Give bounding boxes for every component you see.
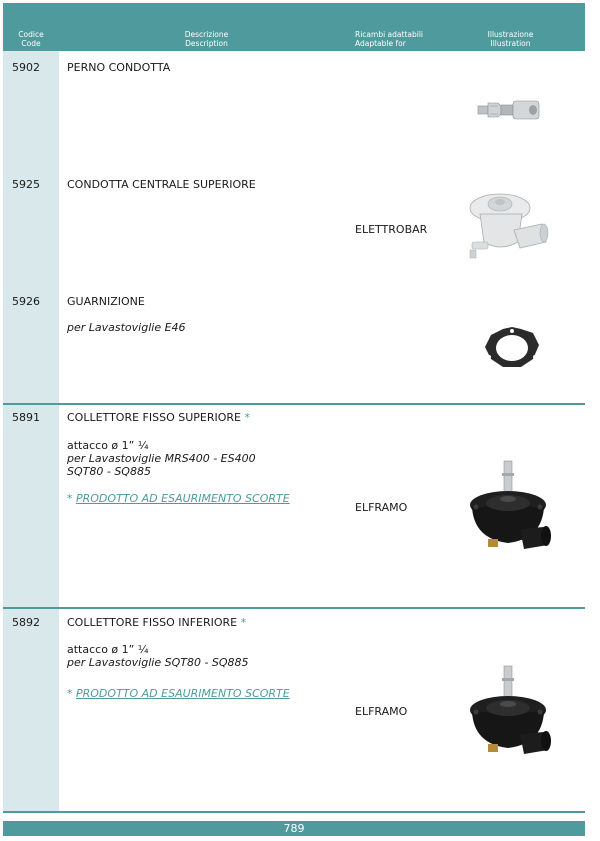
stock-note <box>67 492 290 505</box>
item-description <box>67 439 256 478</box>
item-code: 5926 <box>12 295 40 308</box>
header-description <box>59 30 354 48</box>
header-desc-en: Description <box>185 39 228 48</box>
compatibility-line: per Lavastoviglie SQT80 - SQ885 <box>67 656 249 669</box>
header-code-en: Code <box>21 39 41 48</box>
fixed-manifold-icon <box>466 664 554 762</box>
item-code: 5925 <box>12 178 40 191</box>
header-ill-en: Illustration <box>490 39 531 48</box>
page-footer <box>3 821 585 836</box>
item-title-text: COLLETTORE FISSO INFERIORE <box>67 616 238 629</box>
header-fit-it: Ricambi adattabili <box>355 30 423 39</box>
compatibility-line: per Lavastoviglie E46 <box>67 321 186 334</box>
row-separator <box>3 607 585 609</box>
item-description <box>67 321 186 334</box>
note-star: * <box>67 492 73 505</box>
item-title: GUARNIZIONE <box>67 295 145 308</box>
title-star: * <box>244 411 250 424</box>
note-link[interactable]: PRODOTTO AD ESAURIMENTO SCORTE <box>76 492 290 505</box>
item-code: 5892 <box>12 616 40 629</box>
item-title: PERNO CONDOTTA <box>67 61 171 74</box>
header-fit-en: Adaptable for <box>355 39 406 48</box>
adaptable-brand: ELETTROBAR <box>355 223 428 236</box>
table-header <box>3 26 585 51</box>
fixed-manifold-icon <box>466 459 554 557</box>
header-illustration <box>443 30 578 48</box>
compatibility-line: SQT80 - SQ885 <box>67 465 151 478</box>
item-title-text: COLLETTORE FISSO SUPERIORE <box>67 411 241 424</box>
item-title <box>67 616 246 629</box>
page-number: 789 <box>283 822 305 835</box>
code-column <box>3 51 59 812</box>
title-star: * <box>240 616 247 629</box>
row-separator <box>3 403 585 405</box>
note-star: * <box>67 687 73 700</box>
item-title <box>67 411 250 424</box>
header-desc-it: Descrizione <box>184 30 229 39</box>
top-band <box>3 3 585 26</box>
header-ill-it: Illustrazione <box>487 30 534 39</box>
connection-line: attacco ø 1” ¼ <box>67 439 149 452</box>
item-code: 5891 <box>12 411 40 424</box>
stock-note <box>67 687 290 700</box>
header-code-it: Codice <box>18 30 44 39</box>
gasket-icon <box>481 323 543 373</box>
adaptable-brand: ELFRAMO <box>355 501 408 514</box>
row-separator <box>3 811 585 813</box>
item-code: 5902 <box>12 61 40 74</box>
note-link[interactable]: PRODOTTO AD ESAURIMENTO SCORTE <box>76 687 290 700</box>
central-pipe-icon <box>466 190 550 268</box>
adaptable-brand: ELFRAMO <box>355 705 408 718</box>
header-code <box>3 30 59 48</box>
item-title: CONDOTTA CENTRALE SUPERIORE <box>67 178 256 191</box>
connection-line: attacco ø 1” ¼ <box>67 643 149 656</box>
item-description <box>67 643 249 669</box>
compatibility-line: per Lavastoviglie MRS400 - ES400 <box>67 452 256 465</box>
pipe-pin-icon <box>476 97 544 123</box>
